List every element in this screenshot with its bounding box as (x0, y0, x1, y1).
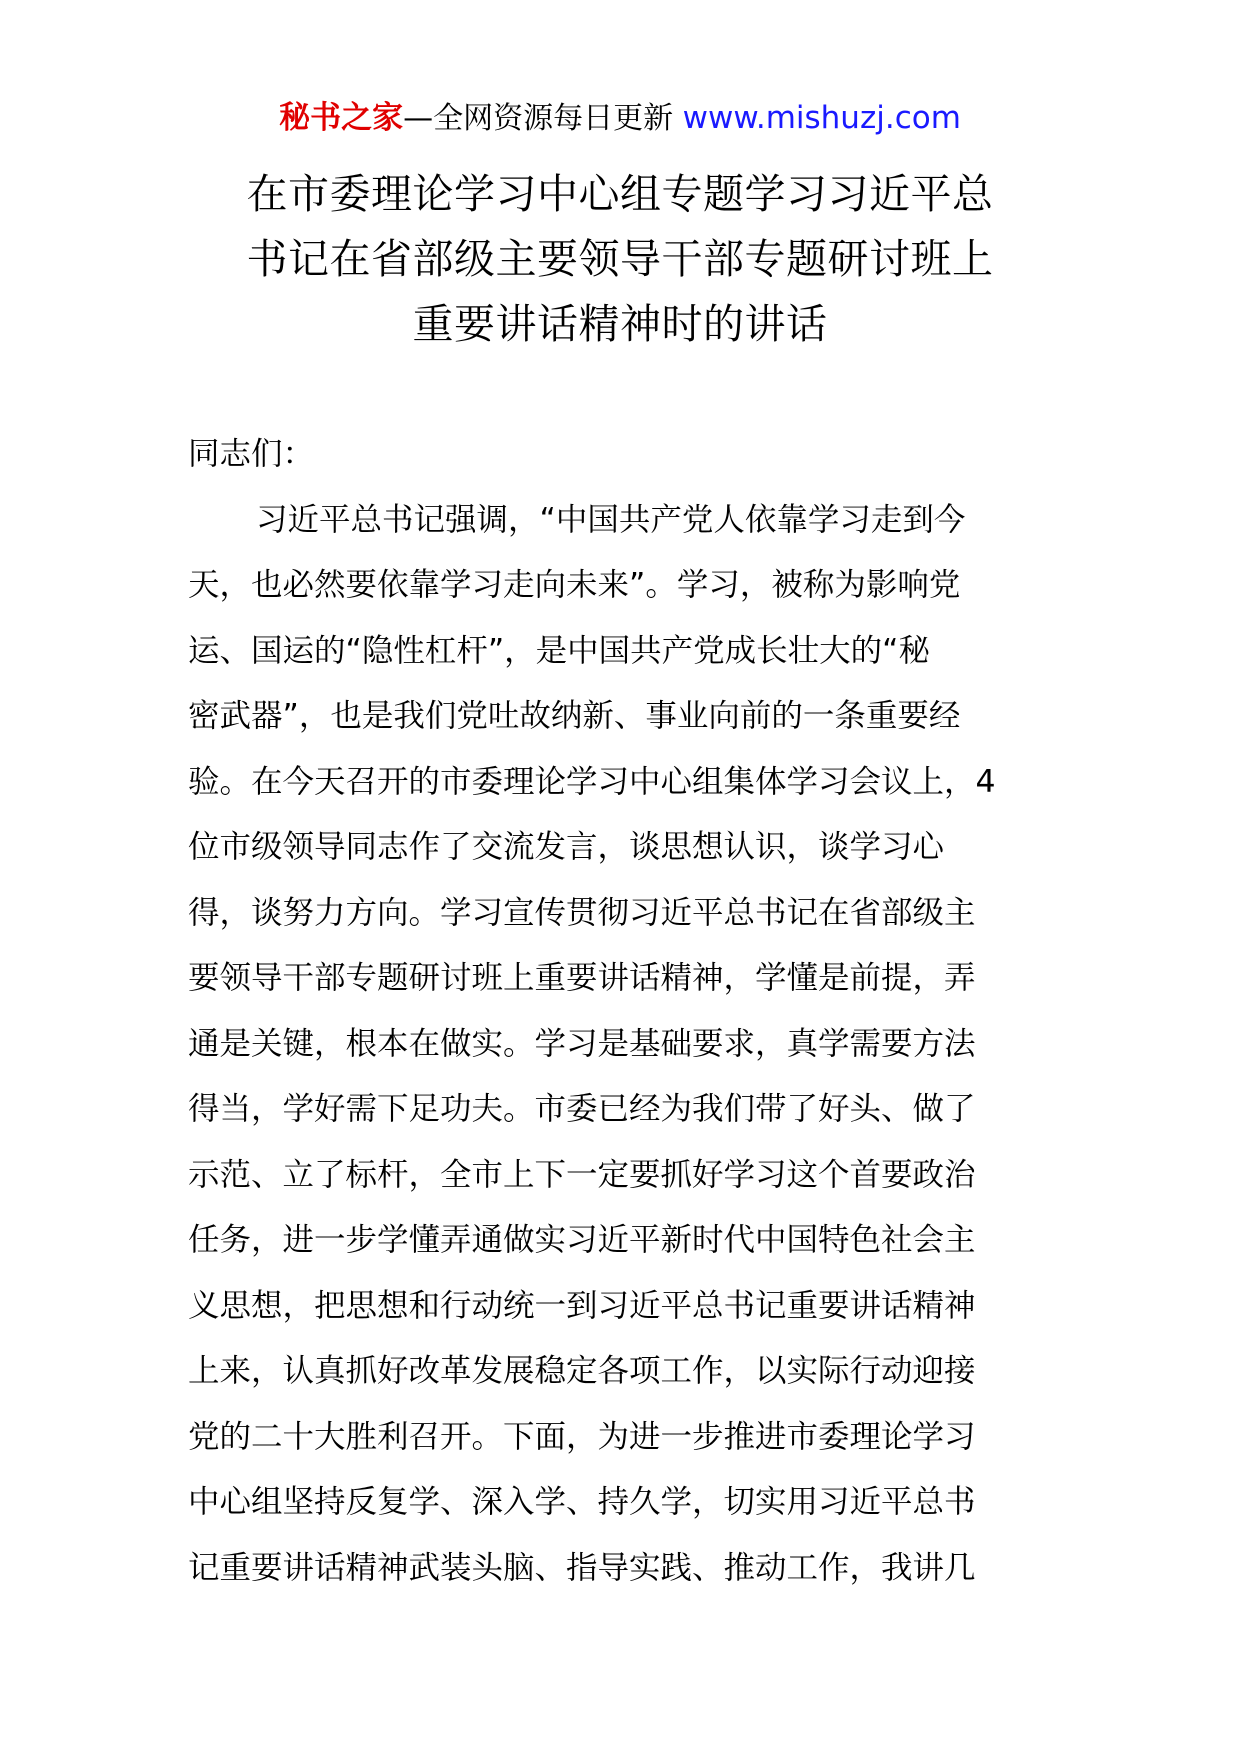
paragraph-line: 要领导干部专题研讨班上重要讲话精神，学懂是前提，弄 (188, 960, 976, 996)
paragraph-line: 通是关键，根本在做实。学习是基础要求，真学需要方法 (188, 1025, 976, 1062)
paragraph-line: 验。在今天召开的市委理论学习中心组集体学习会议上，4 (188, 763, 996, 800)
title-line: 在市委理论学习中心组专题学习习近平总 (246, 170, 994, 218)
site-header (0, 98, 1240, 139)
paragraph-line: 得当，学好需下足功夫。市委已经为我们带了好头、做了 (188, 1091, 976, 1127)
title-line: 书记在省部级主要领导干部专题研讨班上 (246, 235, 994, 283)
paragraph-line: 中心组坚持反复学、深入学、持久学，切实用习近平总书 (188, 1484, 976, 1520)
paragraph-line: 得，谈努力方向。学习宣传贯彻习近平总书记在省部级主 (188, 894, 976, 931)
paragraph-line: 上来，认真抓好改革发展稳定各项工作，以实际行动迎接 (188, 1353, 976, 1389)
paragraph-line: 天，也必然要依靠学习走向未来”。学习，被称为影响党 (188, 567, 961, 603)
title-line: 重要讲话精神时的讲话 (412, 300, 828, 348)
brand-name: 秘书之家 (279, 100, 404, 136)
paragraph-line: 习近平总书记强调，“中国共产党人依靠学习走到今 (256, 501, 966, 538)
paragraph-line: 义思想，把思想和行动统一到习近平总书记重要讲话精神 (188, 1287, 976, 1324)
site-url-link[interactable]: www.mishuzj.com (682, 100, 961, 136)
paragraph-line: 示范、立了标杆，全市上下一定要抓好学习这个首要政治 (188, 1156, 976, 1193)
paragraph-line: 运、国运的“隐性杠杆”，是中国共产党成长壮大的“秘 (188, 632, 930, 669)
paragraph-line: 记重要讲话精神武装头脑、指导实践、推动工作，我讲几 (188, 1549, 976, 1586)
salutation: 同志们： (188, 436, 315, 472)
header-tagline: —全网资源每日更新 (403, 101, 674, 136)
paragraph-line: 位市级领导同志作了交流发言，谈思想认识，谈学习心 (188, 829, 945, 865)
paragraph-line: 党的二十大胜利召开。下面，为进一步推进市委理论学习 (188, 1418, 976, 1455)
document-body (188, 422, 1060, 1601)
paragraph-line: 任务，进一步学懂弄通做实习近平新时代中国特色社会主 (188, 1222, 976, 1258)
document-title (190, 162, 1050, 357)
paragraph-line: 密武器”，也是我们党吐故纳新、事业向前的一条重要经 (188, 698, 961, 734)
